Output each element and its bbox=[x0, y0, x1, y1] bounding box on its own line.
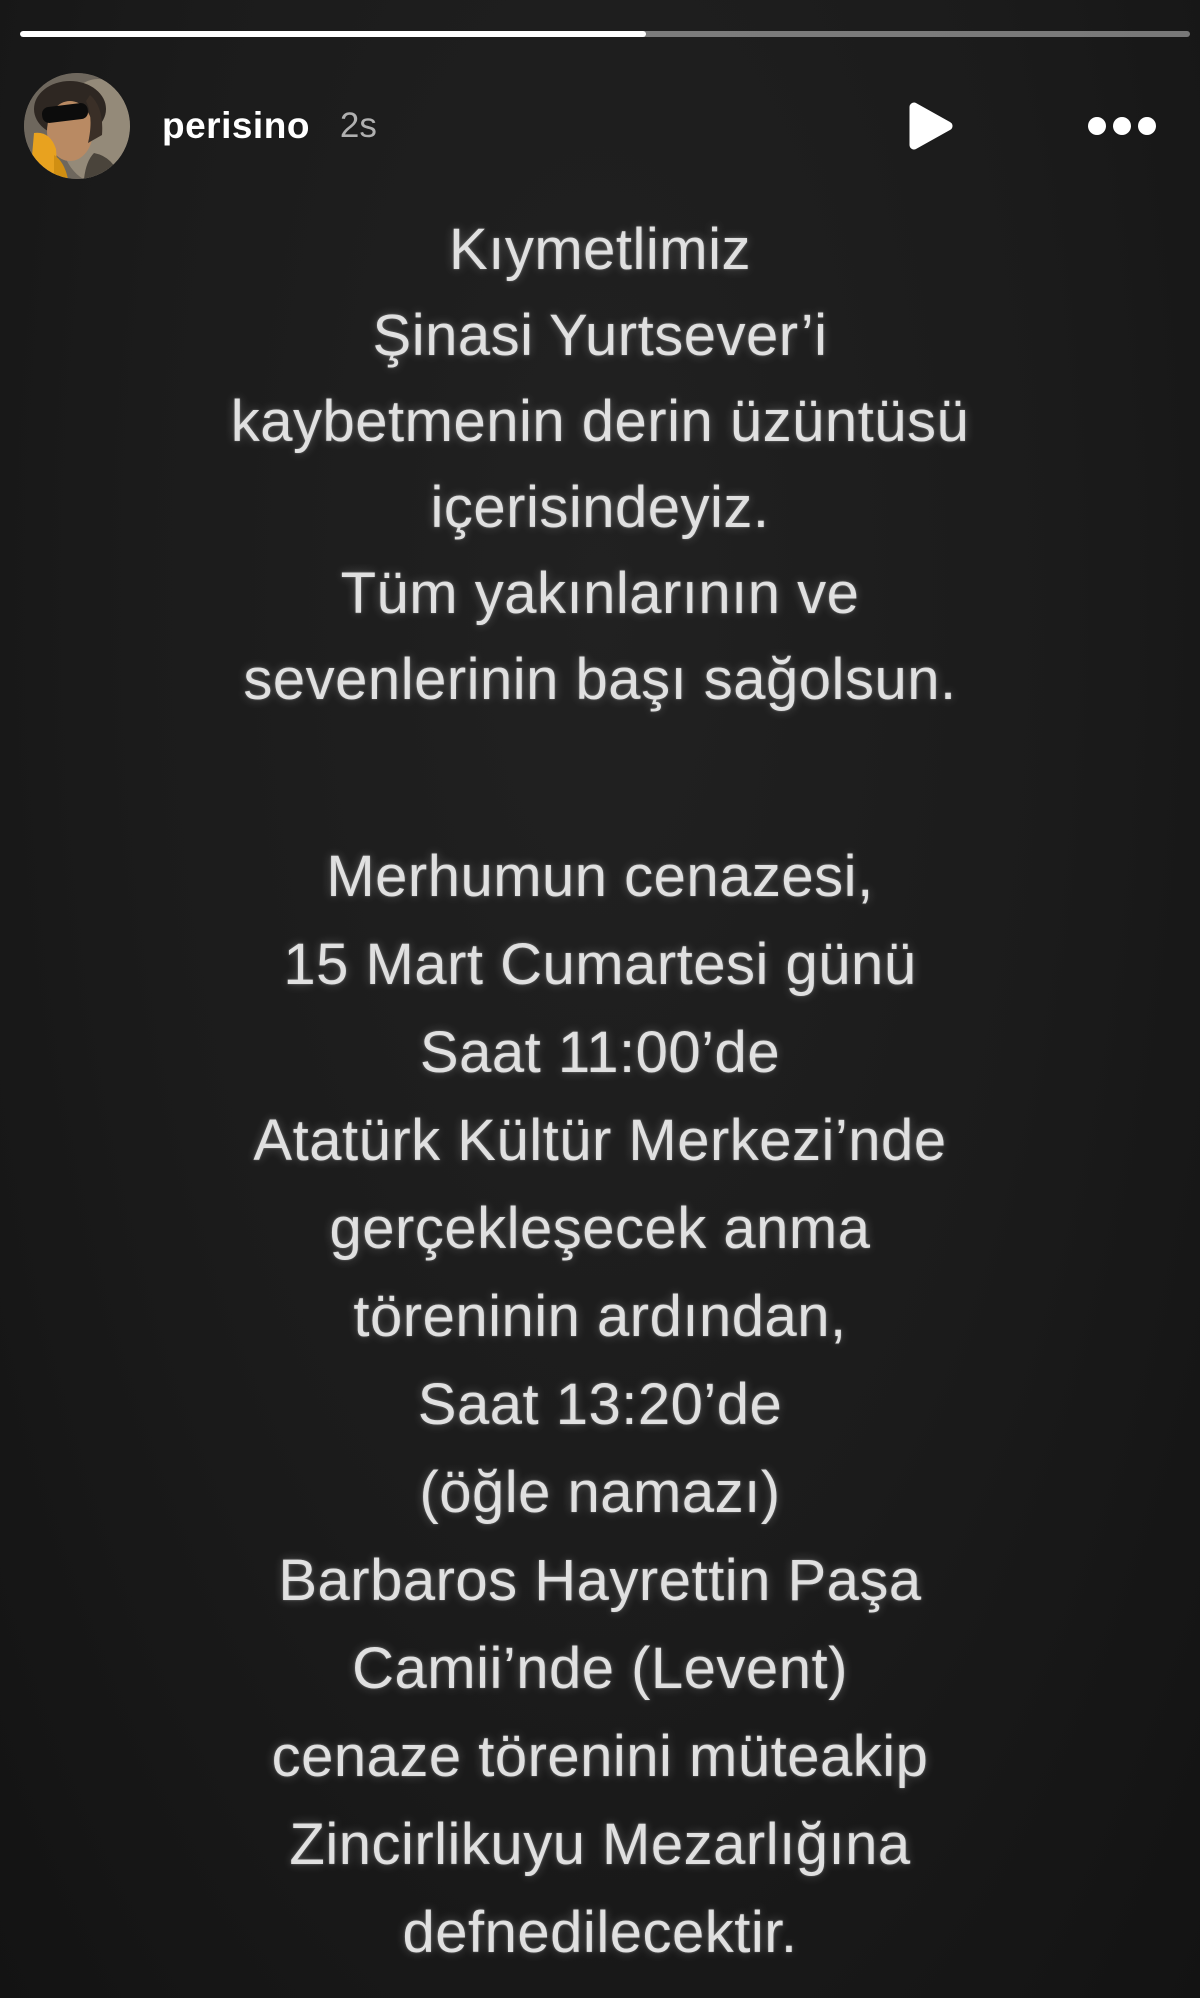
story-text-line: Tüm yakınlarının ve bbox=[340, 561, 860, 626]
story-paragraph bbox=[0, 207, 1200, 723]
story-text-line: Zincirlikuyu Mezarlığına bbox=[289, 1812, 911, 1877]
story-text-line: Barbaros Hayrettin Paşa bbox=[278, 1548, 922, 1613]
story-text-line: Merhumun cenazesi, bbox=[326, 844, 874, 909]
story-text-line: cenaze törenini müteakip bbox=[271, 1724, 929, 1789]
story-paragraph bbox=[0, 833, 1200, 1977]
story-text-line: kaybetmenin derin üzüntüsü bbox=[230, 389, 970, 454]
username[interactable]: perisino bbox=[162, 105, 310, 146]
play-button[interactable] bbox=[902, 97, 958, 155]
story-text-line: içerisindeyiz. bbox=[430, 475, 770, 540]
story-text-line: Camii’nde (Levent) bbox=[352, 1636, 848, 1701]
more-options-button[interactable] bbox=[1086, 106, 1158, 146]
avatar[interactable] bbox=[24, 73, 130, 179]
story-text-line: Şinasi Yurtsever’i bbox=[372, 303, 828, 368]
story-text-line: Atatürk Kültür Merkezi’nde bbox=[253, 1108, 947, 1173]
story-progress-fill bbox=[20, 31, 646, 37]
more-options-icon bbox=[1086, 115, 1158, 137]
story-text-line: töreninin ardından, bbox=[353, 1284, 847, 1349]
story-header bbox=[0, 68, 1200, 184]
story-timestamp: 2s bbox=[339, 106, 377, 145]
story-progress-track bbox=[20, 31, 1190, 37]
story-text-line: defnedilecektir. bbox=[402, 1900, 798, 1965]
story-text-line: sevenlerinin başı sağolsun. bbox=[243, 647, 957, 712]
play-icon bbox=[902, 97, 958, 155]
story-text-line: gerçekleşecek anma bbox=[329, 1196, 871, 1261]
story-text-line: Saat 13:20’de bbox=[417, 1372, 783, 1437]
story-text-line: Kıymetlimiz bbox=[449, 217, 751, 282]
avatar-image bbox=[24, 73, 130, 179]
story-text-line: Saat 11:00’de bbox=[419, 1020, 781, 1085]
story-text-line: 15 Mart Cumartesi günü bbox=[283, 932, 917, 997]
story-text-line: (öğle namazı) bbox=[419, 1460, 781, 1525]
story-text bbox=[0, 207, 1200, 1977]
